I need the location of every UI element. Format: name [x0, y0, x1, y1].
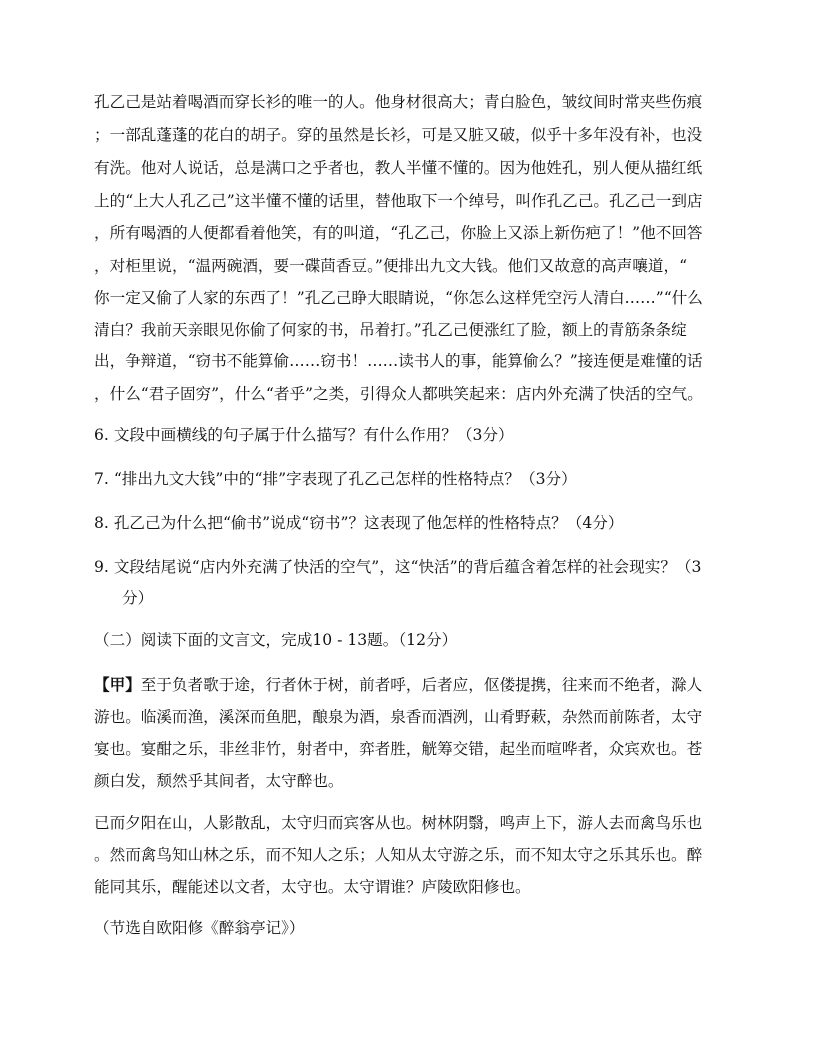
passage-line: 颜白发，颓然乎其间者，太守醉也。 — [94, 772, 344, 790]
passage-line: ，所有喝酒的人便都看着他笑，有的叫道，“孔乙己，你脸上又添上新伤疤了！”他不回答 — [94, 224, 703, 242]
passage-line: 清白？我前天亲眼见你偷了何家的书，吊着打。”孔乙己便涨红了脸，额上的青筋条条绽 — [94, 321, 687, 339]
passage-label: 【甲】 — [94, 675, 141, 694]
passage-line: 你一定又偷了人家的东西了！”孔乙己睁大眼睛说，“你怎么这样凭空污人清白……”“什么 — [94, 289, 703, 307]
passage-line: 出，争辩道，“窃书不能算偷……窃书！……读书人的事，能算偷么？”接连便是难懂的话 — [94, 352, 703, 370]
section-heading: （二）阅读下面的文言文，完成10 - 13题。（12分） — [94, 631, 458, 649]
passage-line: 上的“上大人孔乙己”这半懂不懂的话里，替他取下一个绰号，叫作孔乙己。孔乙己一到店 — [94, 192, 703, 210]
question-8: 8. 孔乙己为什么把“偷书”说成“窃书”？这表现了他怎样的性格特点？（4分） — [94, 514, 624, 532]
question-6: 6. 文段中画横线的句子属于什么描写？有什么作用？（3分） — [94, 426, 514, 444]
passage-line: 。然而禽鸟知山林之乐，而不知人之乐；人知从太守游之乐，而不知太守之乐其乐也。醉 — [94, 846, 703, 864]
passage-line: 有洗。他对人说话，总是满口之乎者也，教人半懂不懂的。因为他姓孔，别人便从描红纸 — [94, 159, 703, 177]
passage-line: 孔乙己是站着喝酒而穿长衫的唯一的人。他身材很高大；青白脸色，皱纹间时常夹些伤痕 — [94, 93, 703, 111]
question-7: 7. “排出九文大钱”中的“排”字表现了孔乙己怎样的性格特点？（3分） — [94, 470, 577, 488]
passage-line: 游也。临溪而渔，溪深而鱼肥，酿泉为酒，泉香而酒洌，山肴野蔌，杂然而前陈者，太守 — [94, 708, 703, 726]
passage-line: 已而夕阳在山，人影散乱，太守归而宾客从也。树林阴翳，鸣声上下，游人去而禽鸟乐也 — [94, 814, 703, 832]
passage-line: ，对柜里说，“温两碗酒，要一碟茴香豆。”便排出九文大钱。他们又故意的高声嚷道，“ — [94, 257, 688, 275]
question-9: 9. 文段结尾说“店内外充满了快活的空气”，这“快活”的背后蕴含着怎样的社会现实？（3 — [94, 558, 702, 576]
passage-line — [94, 675, 702, 695]
passage-line: 宴也。宴酣之乐，非丝非竹，射者中，弈者胜，觥筹交错，起坐而喧哗者，众宾欢也。苍 — [94, 740, 703, 758]
question-9-continuation: 分） — [122, 589, 154, 607]
source-note: （节选自欧阳修《醉翁亭记》） — [94, 919, 305, 937]
passage-line: 能同其乐，醒能述以文者，太守也。太守谓谁？庐陵欧阳修也。 — [94, 878, 531, 896]
passage-line: ，什么“君子固穷”，什么“者乎”之类，引得众人都哄笑起来：店内外充满了快活的空气。 — [94, 385, 703, 403]
passage-text: 至于负者歌于途，行者休于树，前者呼，后者应，伛偻提携，往来而不绝者，滁人 — [140, 676, 703, 694]
passage-line: ；一部乱蓬蓬的花白的胡子。穿的虽然是长衫，可是又脏又破，似乎十多年没有补，也没 — [94, 126, 703, 144]
